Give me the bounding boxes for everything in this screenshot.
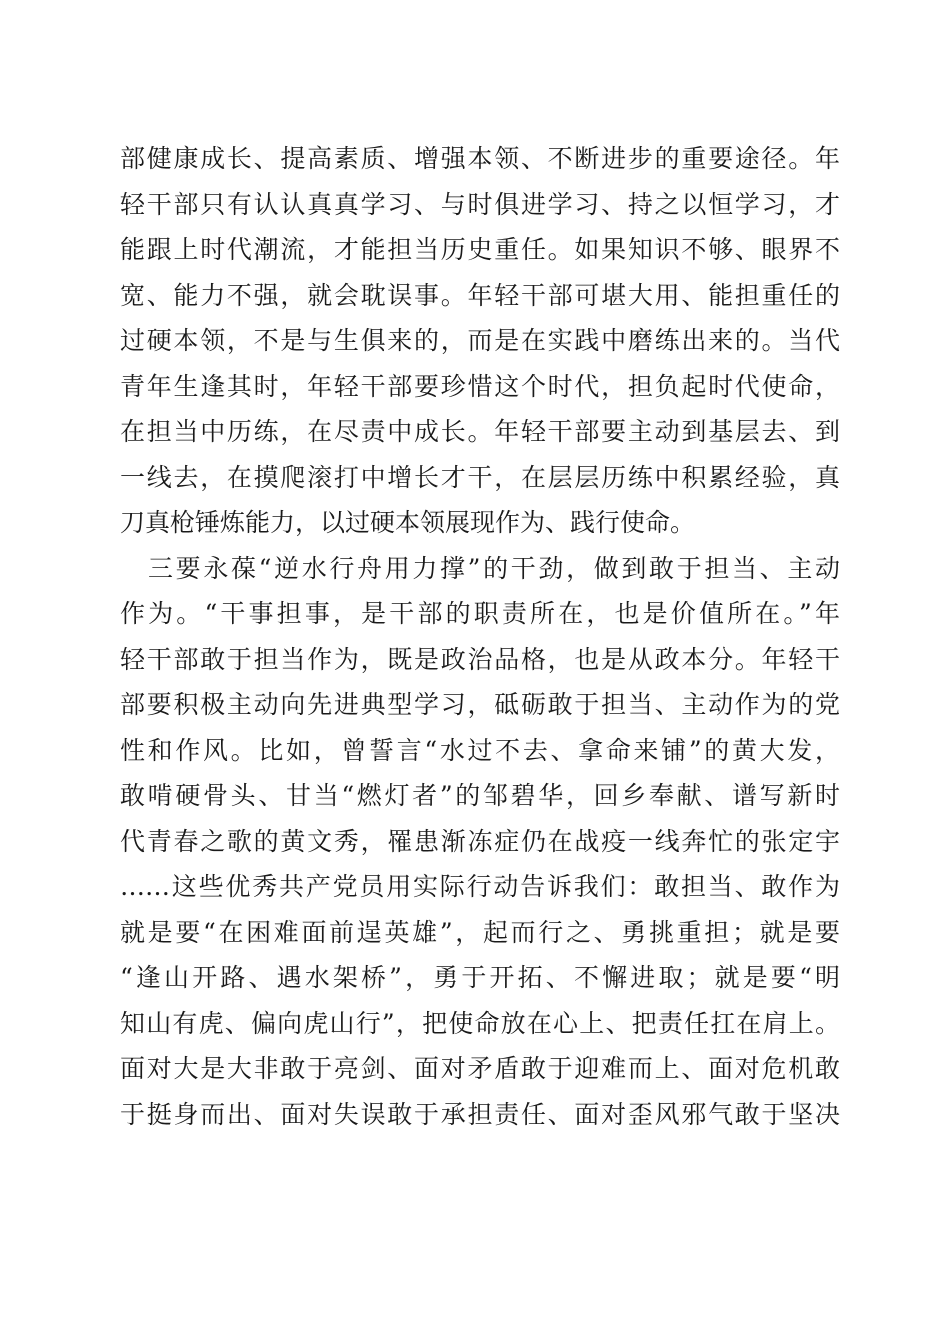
- text-line: 能跟上时代潮流，才能担当历史重任。如果知识不够、眼界不: [120, 235, 840, 264]
- paragraph-last-line: 刀真枪锤炼能力，以过硬本领展现作为、践行使命。: [120, 508, 696, 537]
- text-line: 青年生逢其时，年轻干部要珍惜这个时代，担负起时代使命，: [120, 371, 840, 401]
- body-text: [120, 136, 840, 1137]
- text-line: 代青春之歌的黄文秀，罹患渐冻症仍在战疫一线奔忙的张定宇: [120, 826, 840, 856]
- text-line: 部健康成长、提高素质、增强本领、不断进步的重要途径。年: [120, 144, 840, 173]
- paragraph-first-line: 三要永葆“逆水行舟用力撑”的干劲，做到敢于担当、主动: [148, 553, 840, 583]
- text-line: 作为。“干事担事，是干部的职责所在，也是价值所在。”年: [120, 599, 840, 628]
- text-line: 轻干部只有认认真真学习、与时俱进学习、持之以恒学习，才: [120, 189, 840, 219]
- text-line: 一线去，在摸爬滚打中增长才干，在层层历练中积累经验，真: [120, 462, 840, 492]
- text-line: ……这些优秀共产党员用实际行动告诉我们：敢担当、敢作为: [120, 872, 840, 901]
- text-line: 面对大是大非敢于亮剑、面对矛盾敢于迎难而上、面对危机敢: [120, 1054, 840, 1083]
- text-line: 知山有虎、偏向虎山行”，把使命放在心上、把责任扛在肩上。: [120, 1008, 840, 1038]
- text-line: 轻干部敢于担当作为，既是政治品格，也是从政本分。年轻干: [120, 644, 840, 674]
- text-line: 敢啃硬骨头、甘当“燃灯者”的邹碧华，回乡奉献、谱写新时: [120, 781, 840, 810]
- text-line: “逢山开路、遇水架桥”，勇于开拓、不懈进取；就是要“明: [120, 963, 840, 992]
- text-line: 宽、能力不强，就会耽误事。年轻干部可堪大用、能担重任的: [120, 280, 840, 310]
- text-line: 就是要“在困难面前逞英雄”，起而行之、勇挑重担；就是要: [120, 917, 840, 947]
- text-line: 于挺身而出、面对失误敢于承担责任、面对歪风邪气敢于坚决: [120, 1099, 840, 1129]
- text-line: 部要积极主动向先进典型学习，砥砺敢于担当、主动作为的党: [120, 690, 840, 719]
- text-line: 性和作风。比如，曾誓言“水过不去、拿命来铺”的黄大发，: [120, 735, 840, 765]
- text-line: 过硬本领，不是与生俱来的，而是在实践中磨练出来的。当代: [120, 326, 840, 355]
- text-line: 在担当中历练，在尽责中成长。年轻干部要主动到基层去、到: [120, 417, 840, 446]
